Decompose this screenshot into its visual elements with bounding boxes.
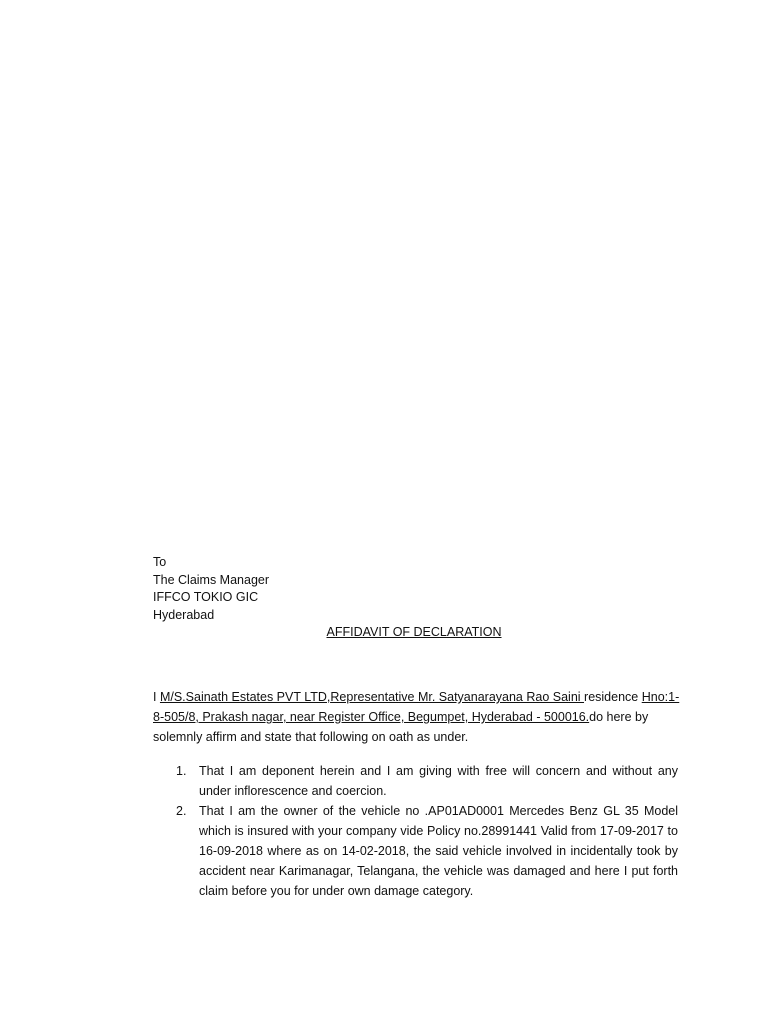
recipient-address-block bbox=[153, 554, 269, 624]
intro-paragraph bbox=[153, 687, 683, 747]
document-heading: AFFIDAVIT OF DECLARATION bbox=[326, 625, 502, 639]
list-item-text: That I am deponent herein and I am giving with free will concern and without any under inflorescence and coercion. bbox=[199, 764, 678, 798]
address-to: To bbox=[153, 555, 167, 569]
address-city: Hyderabad bbox=[153, 607, 215, 622]
list-item bbox=[176, 761, 678, 801]
intro-company-name: M/S.Sainath Estates PVT LTD, bbox=[159, 690, 331, 704]
list-item-number: 1. bbox=[176, 764, 187, 778]
declaration-list bbox=[176, 761, 678, 901]
list-item-text: That I am the owner of the vehicle no .AP01AD0001 Mercedes Benz GL 35 Model which is insured with your company vide Policy no.28991441 Valid from 17-09-2017 to 16-09-2018 where as on 14-02-2018, the said vehicle involved in incidentally took by accident near Karimanagar, Telangana, the vehicle was damaged and here I put forth claim before you for under own damage category. bbox=[199, 804, 678, 898]
intro-residence-word: residence bbox=[584, 690, 642, 704]
intro-representative: Representative Mr. Satyanarayana Rao Saini bbox=[330, 690, 585, 704]
address-company: IFFCO TOKIO GIC bbox=[153, 590, 259, 604]
list-item-number: 2. bbox=[176, 804, 187, 818]
list-item bbox=[176, 801, 678, 901]
intro-prefix: I bbox=[153, 690, 160, 704]
intro-residence-address: Hno:1-8-505/8, Prakash nagar, near Register Office, Begumpet, Hyderabad - 500016. bbox=[153, 690, 680, 724]
intro-suffix: do here by solemnly affirm and state that following on oath as under. bbox=[153, 710, 649, 744]
address-recipient: The Claims Manager bbox=[153, 572, 270, 587]
